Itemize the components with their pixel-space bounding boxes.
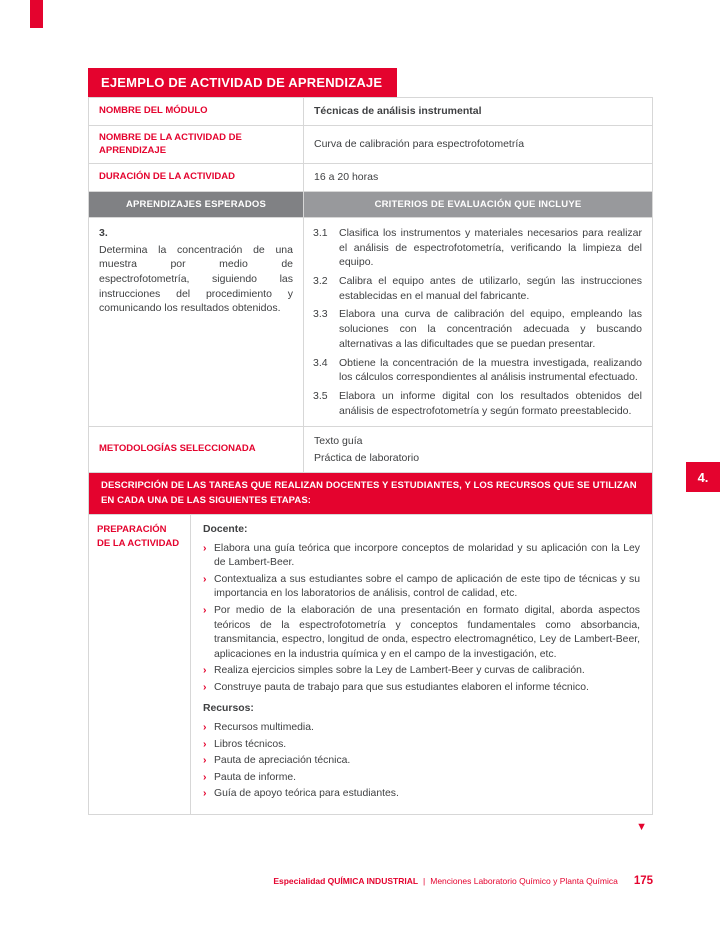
resource-item — [203, 738, 640, 753]
continuation-row — [88, 817, 653, 835]
bullet-arrow-icon: › — [203, 573, 207, 585]
criterion-number: 3.4 — [313, 356, 328, 369]
criterion-number: 3.5 — [313, 389, 328, 402]
criterion-text: Obtiene la concentración de la muestra investigada, realizando los cálculos correspondientes al análisis instrumental efectuado. — [339, 356, 642, 384]
table-row-module — [89, 98, 652, 125]
task-text: Realiza ejercicios simples sobre la Ley de Lambert-Beer y curvas de calibración. — [214, 665, 585, 677]
activity-name-value: Curva de calibración para espectrofotometría — [314, 138, 525, 151]
activity-name-label: NOMBRE DE LA ACTIVIDAD DE APRENDIZAJE — [89, 126, 304, 164]
resource-item — [203, 787, 640, 802]
resource-text: Recursos multimedia. — [214, 721, 314, 733]
resource-item — [203, 754, 640, 769]
bullet-arrow-icon: › — [203, 542, 207, 554]
criterion-text: Elabora un informe digital con los resultados obtenidos del análisis de espectrofotometría y según formato preestablecido. — [339, 389, 642, 417]
continuation-arrow-icon: ▼ — [636, 820, 647, 833]
criterion-number: 3.3 — [313, 308, 328, 321]
bullet-arrow-icon: › — [203, 681, 207, 693]
table-row-duration — [89, 163, 652, 191]
table-row-activity-name — [89, 125, 652, 164]
methodology-label: METODOLOGÍAS SELECCIONADA — [89, 427, 304, 472]
footer-mentions: Menciones Laboratorio Químico y Planta Química — [430, 876, 618, 886]
table-row-preparation — [89, 514, 652, 814]
task-item — [203, 604, 640, 662]
module-label: NOMBRE DEL MÓDULO — [89, 98, 304, 125]
resource-text: Guía de apoyo teórica para estudiantes. — [214, 788, 399, 800]
criterion-number: 3.1 — [313, 227, 328, 239]
description-header-bar: DESCRIPCIÓN DE LAS TAREAS QUE REALIZAN DOCENTES Y ESTUDIANTES, Y LOS RECURSOS QUE SE UTILIZAN EN CADA UNA DE LAS SIGUIENTES ETAPAS: — [89, 472, 652, 514]
bullet-arrow-icon: › — [203, 721, 207, 733]
module-value: Técnicas de análisis instrumental — [314, 105, 482, 117]
criterion-text: Elabora una curva de calibración del equipo, empleando las soluciones con la concentración adecuada y buscando alternativas a las dificultades que se puedan presentar. — [339, 308, 642, 350]
footer-separator: | — [423, 876, 426, 886]
task-item — [203, 664, 640, 679]
footer-specialty: Especialidad QUÍMICA INDUSTRIAL — [273, 876, 419, 886]
criterion-item — [313, 356, 642, 385]
section-tab: 4. — [686, 462, 720, 492]
duration-label: DURACIÓN DE LA ACTIVIDAD — [89, 164, 304, 191]
teacher-heading: Docente: — [203, 524, 248, 536]
methodology-value: Práctica de laboratorio — [314, 451, 420, 464]
bullet-arrow-icon: › — [203, 755, 207, 767]
criterion-item — [313, 274, 642, 303]
duration-value: 16 a 20 horas — [314, 171, 379, 184]
resource-item — [203, 771, 640, 786]
task-text: Elabora una guía teórica que incorpore conceptos de molaridad y su aplicación con la Ley de Lambert-Beer. — [214, 542, 640, 569]
task-item — [203, 542, 640, 571]
table-header-row — [89, 191, 652, 217]
page-corner-mark — [30, 0, 43, 28]
criterion-item — [313, 307, 642, 351]
bullet-arrow-icon: › — [203, 771, 207, 783]
resource-text: Libros técnicos. — [214, 738, 287, 750]
main-content — [88, 68, 653, 835]
criterion-item — [313, 226, 642, 270]
preparation-content — [191, 515, 652, 814]
bullet-arrow-icon: › — [203, 738, 207, 750]
methodology-value: Texto guía — [314, 435, 363, 448]
criterion-number: 3.2 — [313, 275, 328, 288]
resource-item — [203, 721, 640, 736]
criterion-item — [313, 389, 642, 418]
column-header-aprendizajes: APRENDIZAJES ESPERADOS — [89, 192, 304, 217]
resources-heading: Recursos: — [203, 703, 254, 715]
criterion-text: Clasifica los instrumentos y materiales necesarios para realizar el análisis de espectrofotometría, verificando la limpieza del equipo. — [339, 227, 642, 269]
expected-learning-number: 3. — [99, 227, 108, 239]
expected-learning-cell — [89, 218, 304, 426]
resource-text: Pauta de apreciación técnica. — [214, 755, 351, 767]
table-row-learning-criteria — [89, 217, 652, 426]
methodology-values — [304, 427, 652, 472]
criterion-text: Calibra el equipo antes de utilizarlo, según las instrucciones establecidas en el manual del fabricante. — [339, 275, 642, 302]
task-text: Contextualiza a sus estudiantes sobre el campo de aplicación de este tipo de técnicas y su importancia en los laboratorios de análisis, control de calidad, etc. — [214, 573, 640, 600]
column-header-criterios: CRITERIOS DE EVALUACIÓN QUE INCLUYE — [304, 192, 652, 217]
activity-table — [88, 97, 653, 815]
task-item — [203, 681, 640, 696]
page-number: 175 — [633, 875, 653, 887]
task-text: Por medio de la elaboración de una presentación en formato digital, aborda aspectos teóricos de la espectrofotometría y conceptos fundamentales como absorbancia, transmitancia, espectro, longitud de onda, espectro electromagnético, Ley de Lambert-Beer, aplicaciones en la industria química y en el campo de la investigación, etc. — [214, 605, 640, 660]
bullet-arrow-icon: › — [203, 788, 207, 800]
criteria-cell — [304, 218, 652, 426]
expected-learning-text: Determina la concentración de una muestra por medio de espectrofotometría, siguiendo las instrucciones del procedimiento y comunicando los resultados obtenidos. — [99, 243, 293, 315]
preparation-label: PREPARACIÓN DE LA ACTIVIDAD — [89, 515, 191, 814]
activity-title: EJEMPLO DE ACTIVIDAD DE APRENDIZAJE — [88, 68, 397, 97]
task-item — [203, 573, 640, 602]
page-footer — [88, 875, 653, 887]
resource-text: Pauta de informe. — [214, 771, 297, 783]
bullet-arrow-icon: › — [203, 665, 207, 677]
bullet-arrow-icon: › — [203, 605, 207, 617]
table-row-methodology — [89, 426, 652, 472]
task-text: Construye pauta de trabajo para que sus estudiantes elaboren el informe técnico. — [214, 681, 589, 693]
